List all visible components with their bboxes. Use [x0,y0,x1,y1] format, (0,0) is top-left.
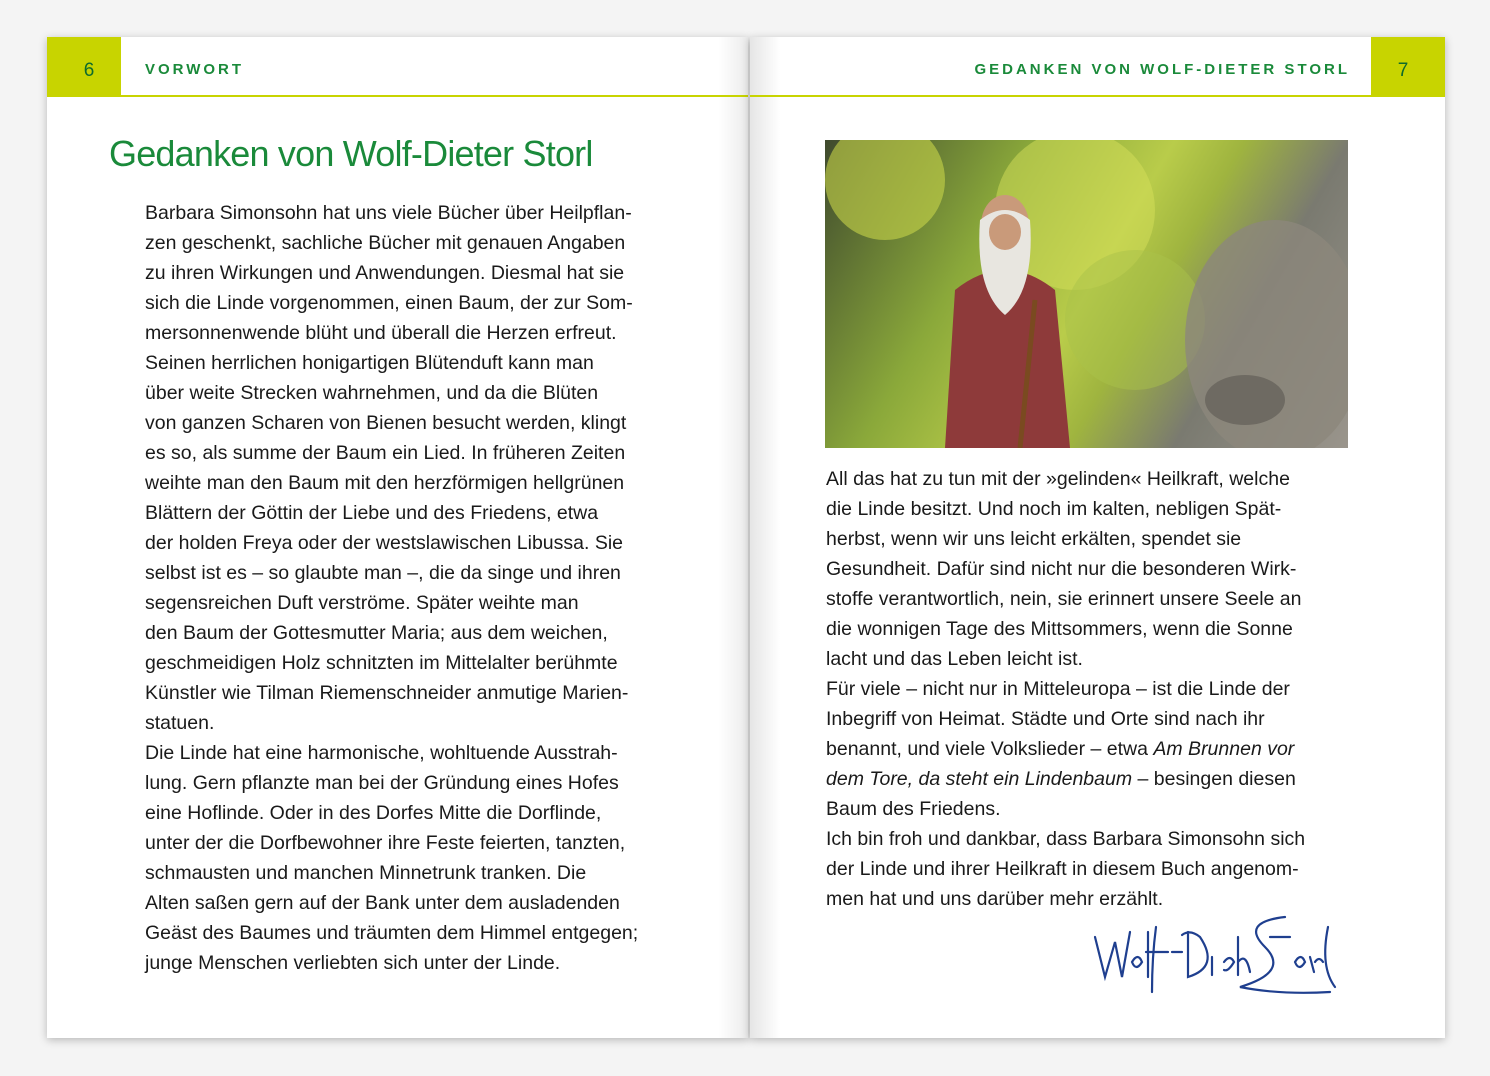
text-line: Die Linde hat eine harmonische, wohltuende Ausstrah- [145,742,618,764]
text-line: geschmeidigen Holz schnitzten im Mittelalter berühmte [145,652,618,674]
text-segment: Für viele – nicht nur in Mitteleuropa – ist die Linde der [826,678,1290,700]
text-line [826,494,1305,524]
text-line: schmausten und manchen Minnetrunk tranken. Die [145,862,587,884]
body-text [826,464,1305,914]
body-text [145,198,638,978]
text-line: mersonnenwende blüht und überall die Herzen erfreut. [145,322,617,344]
text-line: es so, als summe der Baum ein Lied. In früheren Zeiten [145,442,626,464]
text-line [826,824,1305,854]
song-title-italic: dem Tore, da steht ein Lindenbaum [826,768,1133,790]
text-segment: Inbegriff von Heimat. Städte und Orte sind nach ihr [826,708,1265,730]
gutter-shadow [718,37,748,1038]
text-segment: lacht und das Leben leicht ist. [826,648,1083,670]
text-line [826,854,1305,884]
page-number: 7 [1371,37,1445,97]
running-head: GEDANKEN VON WOLF-DIETER STORL [974,61,1350,78]
text-line: statuen. [145,712,215,734]
text-segment: herbst, wenn wir uns leicht erkälten, spendet sie [826,528,1242,550]
text-line [826,674,1305,704]
text-line: Künstler wie Tilman Riemenschneider anmutige Marien- [145,682,629,704]
text-segment: Baum des Friedens. [826,798,1001,820]
header-rule [750,95,1371,97]
text-line [826,764,1305,794]
right-page [750,37,1445,1038]
text-line: Alten saßen gern auf der Bank unter dem ausladenden [145,892,620,914]
header-rule [121,95,748,97]
text-line: Barbara Simonsohn hat uns viele Bücher über Heilpflan- [145,202,632,224]
text-segment: stoffe verantwortlich, nein, sie erinnert unsere Seele an [826,588,1302,610]
text-line [826,464,1305,494]
text-segment: Ich bin froh und dankbar, dass Barbara Simonsohn sich [826,828,1306,850]
text-line: sich die Linde vorgenommen, einen Baum, der zur Som- [145,292,633,314]
text-line: über weite Strecken wahrnehmen, und da die Blüten [145,382,599,404]
text-line [826,584,1305,614]
portrait-photo [825,140,1348,448]
text-line: zu ihren Wirkungen und Anwendungen. Diesmal hat sie [145,262,625,284]
text-segment: Gesundheit. Dafür sind nicht nur die besonderen Wirk- [826,558,1297,580]
text-segment: benannt, und viele Volkslieder – etwa [826,738,1154,760]
song-title-italic: Am Brunnen vor [1153,738,1295,760]
text-line: den Baum der Gottesmutter Maria; aus dem weichen, [145,622,608,644]
text-segment: All das hat zu tun mit der »gelinden« Heilkraft, welche [826,468,1290,490]
text-line: Blättern der Göttin der Liebe und des Friedens, etwa [145,502,599,524]
text-line [826,734,1305,764]
text-line: der holden Freya oder der westslawischen Libussa. Sie [145,532,624,554]
text-segment: der Linde und ihrer Heilkraft in diesem Buch angenom- [826,858,1299,880]
text-line: segensreichen Duft verströme. Später weihte man [145,592,579,614]
text-line [826,614,1305,644]
text-line: lung. Gern pflanzte man bei der Gründung eines Hofes [145,772,619,794]
text-line [826,644,1305,674]
text-line [826,794,1305,824]
text-line: Seinen herrlichen honigartigen Blütenduft kann man [145,352,594,374]
text-line: zen geschenkt, sachliche Bücher mit genauen Angaben [145,232,626,254]
text-line: von ganzen Scharen von Bienen besucht werden, klingt [145,412,627,434]
text-segment: die Linde besitzt. Und noch im kalten, nebligen Spät- [826,498,1282,520]
text-segment: – besingen diesen [1132,768,1296,790]
text-line [826,524,1305,554]
text-line: eine Hoflinde. Oder in des Dorfes Mitte die Dorflinde, [145,802,602,824]
running-head: VORWORT [145,61,245,78]
chapter-title: Gedanken von Wolf-Dieter Storl [109,133,593,174]
page-number: 6 [47,37,121,97]
text-segment: die wonnigen Tage des Mittsommers, wenn die Sonne [826,618,1293,640]
text-line: weihte man den Baum mit den herzförmigen hellgrünen [145,472,625,494]
gutter-shadow [750,37,780,1038]
text-line: Geäst des Baumes und träumten dem Himmel entgegen; [145,922,639,944]
text-line [826,554,1305,584]
text-line: selbst ist es – so glaubte man –, die da singe und ihren [145,562,621,584]
text-segment: men hat und uns darüber mehr erzählt. [826,888,1164,910]
text-line [826,704,1305,734]
text-line: junge Menschen verliebten sich unter der Linde. [145,952,561,974]
text-line: unter der die Dorfbewohner ihre Feste feierten, tanzten, [145,832,626,854]
left-page [47,37,748,1038]
author-signature [1090,907,1340,1002]
